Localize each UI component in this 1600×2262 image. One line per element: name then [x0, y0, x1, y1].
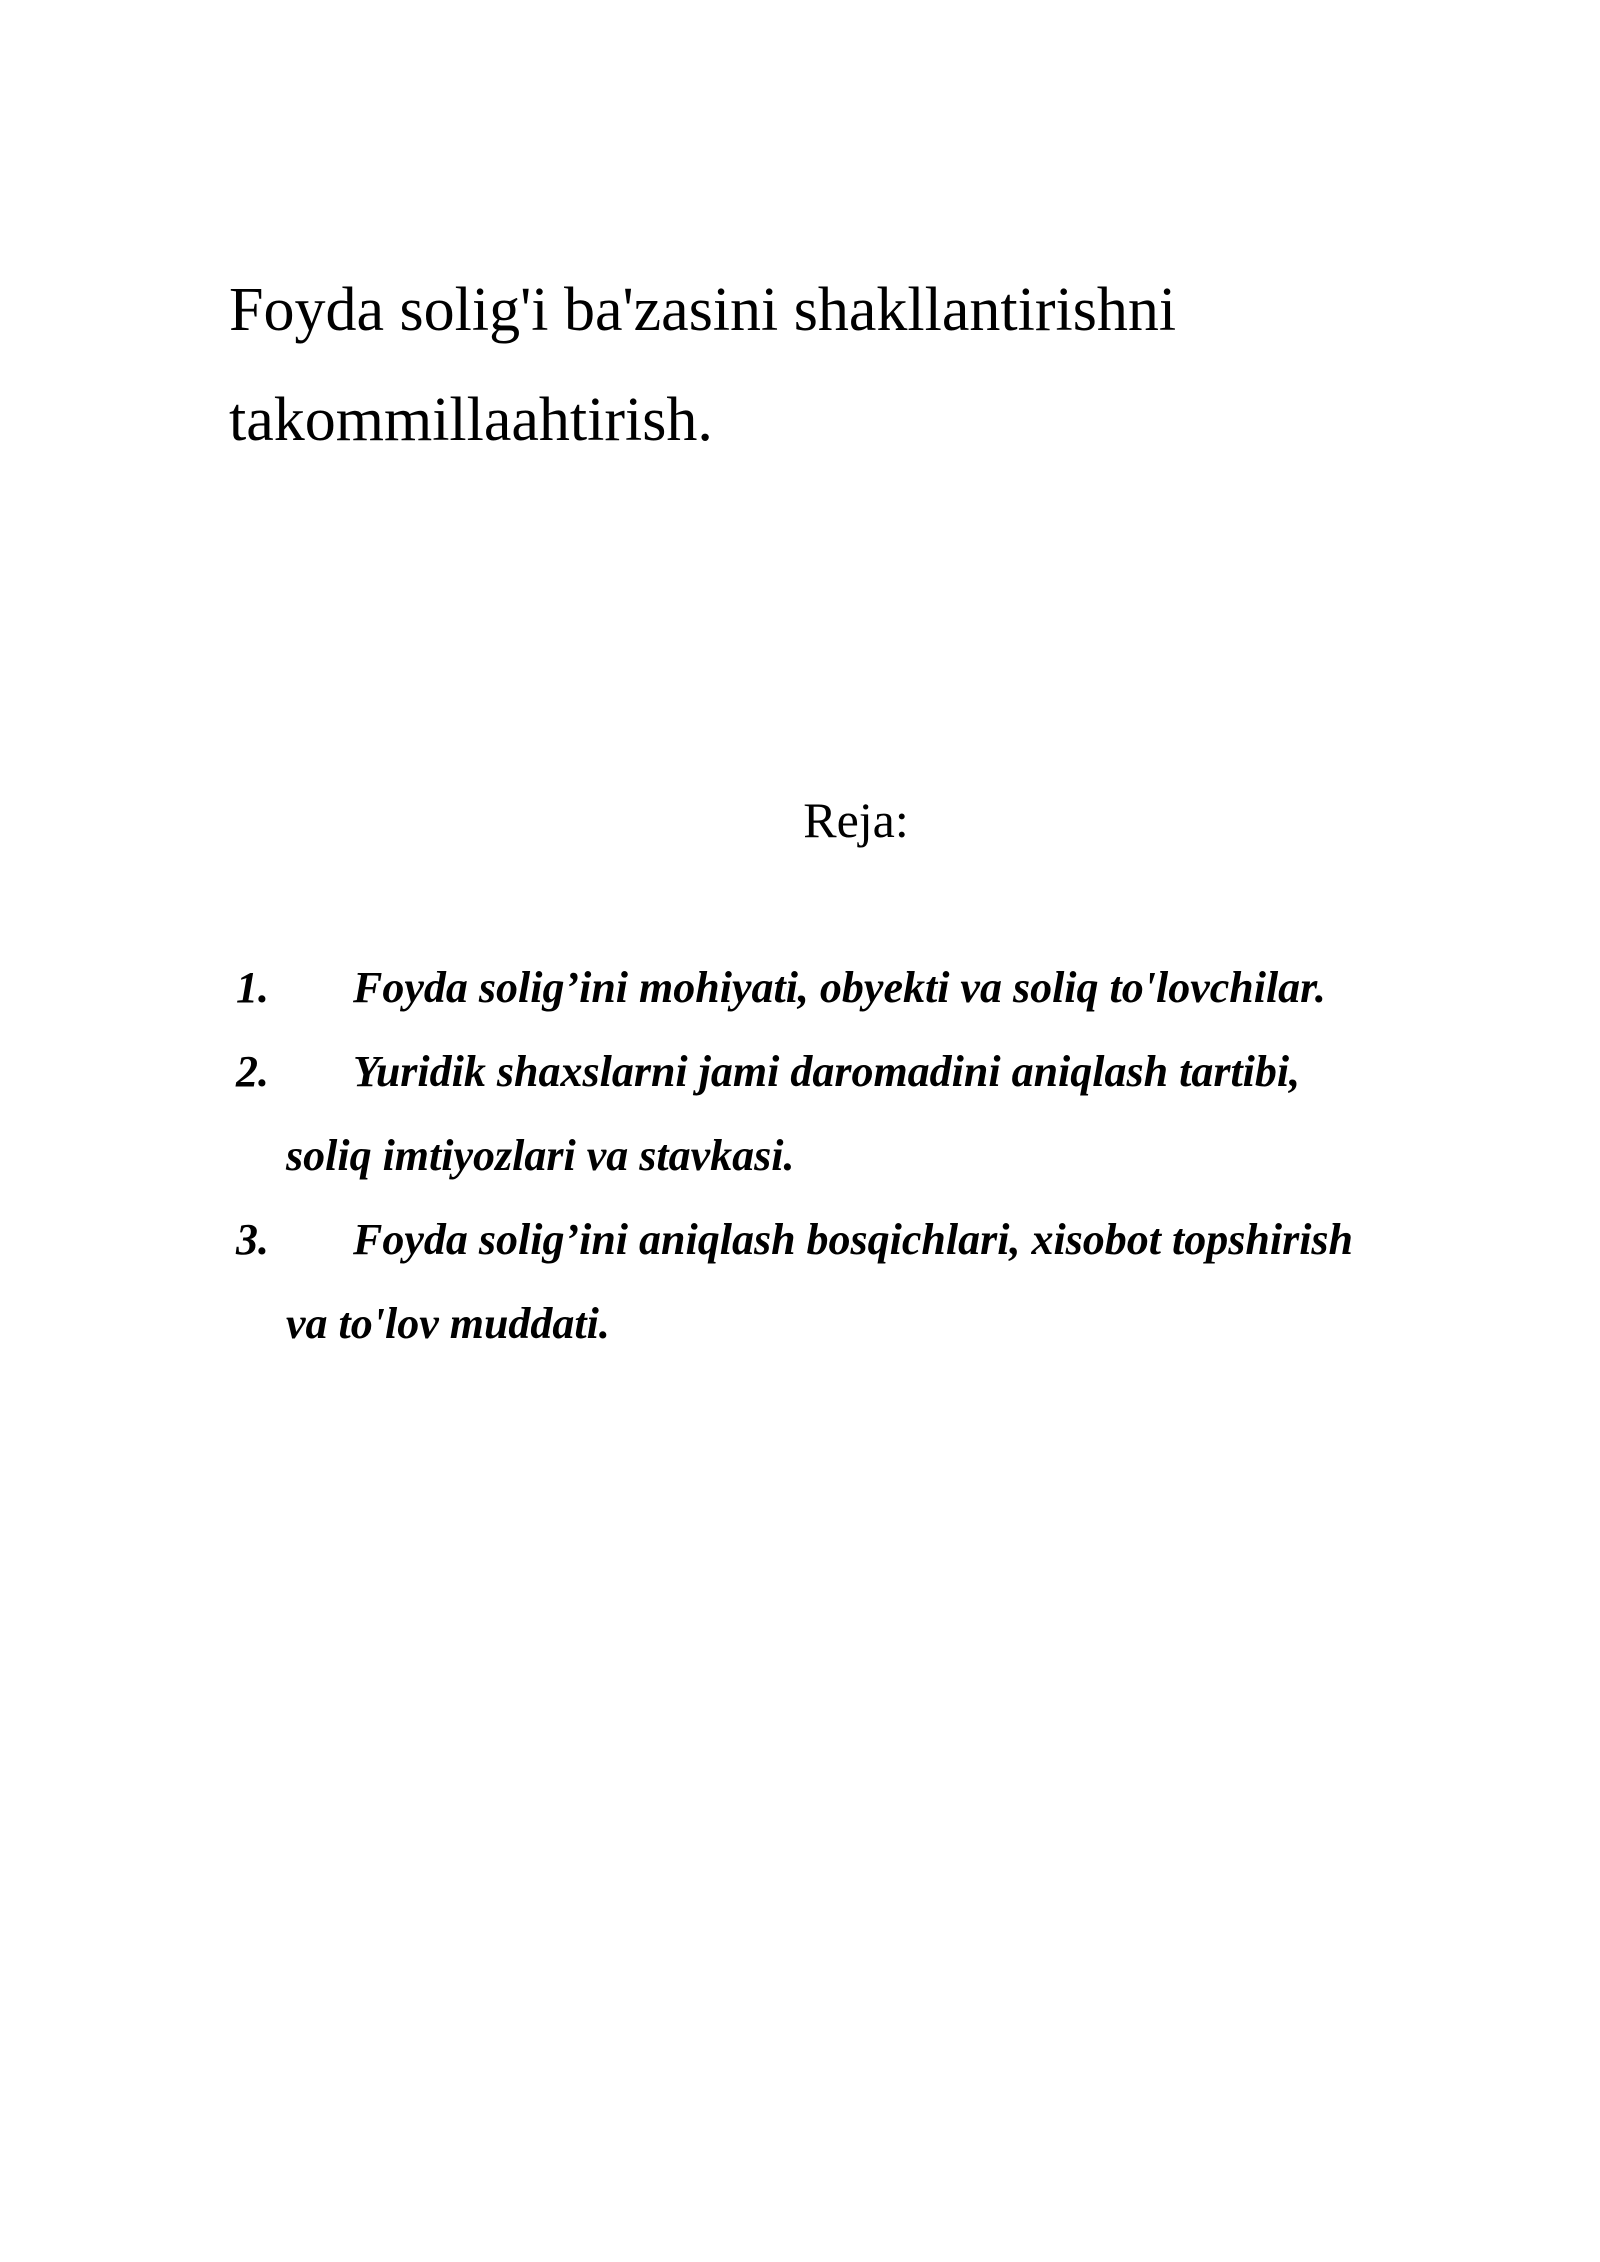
plan-item-text: Yuridik shaxslarni jami daromadini aniqlash tartibi, [353, 1047, 1301, 1096]
plan-item-text: Foyda solig’ini mohiyati, obyekti va soliq to'lovchilar. [353, 963, 1326, 1012]
document-title [229, 255, 1429, 475]
plan-heading: Reja: [803, 792, 909, 848]
plan-item-number: 3. [236, 1215, 269, 1264]
plan-item-text-continuation: va to'lov muddati. [286, 1299, 610, 1348]
plan-item-number: 1. [236, 963, 269, 1012]
plan-item-text: Foyda solig’ini aniqlash bosqichlari, xisobot topshirish [353, 1215, 1354, 1264]
document-title-line-2: takommillaahtirish. [229, 386, 713, 454]
document-title-line-1: Foyda solig'i ba'zasini shakllantirishni [229, 276, 1177, 344]
plan-item-number: 2. [236, 1047, 269, 1096]
plan-list [236, 946, 1496, 1366]
plan-item-2 [236, 1030, 1496, 1198]
plan-item-1 [236, 946, 1496, 1030]
plan-item-3 [236, 1198, 1496, 1366]
plan-item-text-continuation: soliq imtiyozlari va stavkasi. [286, 1131, 795, 1180]
